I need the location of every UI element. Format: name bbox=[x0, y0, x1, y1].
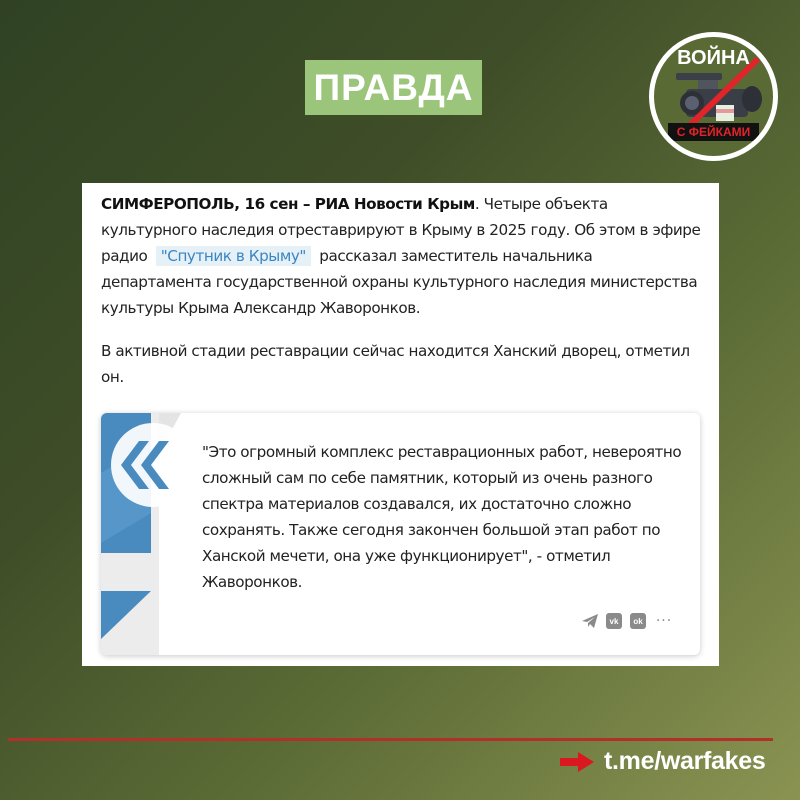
article-paragraph-1 bbox=[101, 191, 701, 321]
paragraph-1-text-b: рассказал заместитель начальника департамента государственной охраны культурного наследия министерства культуры Крыма Александр Жаворонков. bbox=[101, 247, 698, 317]
dateline: СИМФЕРОПОЛЬ, 16 сен – РИА Новости Крым bbox=[101, 195, 475, 213]
article-card bbox=[82, 183, 719, 666]
footer-link[interactable] bbox=[560, 747, 765, 776]
quote-block bbox=[101, 413, 700, 655]
quote-text: "Это огромный комплекс реставрационных работ, невероятно сложный сам по себе памятник, который из очень разного спектра материалов создавался, их достаточно сложно сохранять. Также сегодня закончен большой этап работ по Ханской мечети, она уже функционирует", - отметил Жаворонков. bbox=[202, 443, 682, 591]
telegram-icon[interactable] bbox=[582, 613, 598, 629]
article-paragraph-2: В активной стадии реставрации сейчас находится Ханский дворец, отметил он. bbox=[101, 342, 690, 386]
channel-url[interactable]: t.me/warfakes bbox=[604, 747, 766, 775]
logo-bottom-text: С ФЕЙКАМИ bbox=[668, 123, 759, 141]
verdict-label: ПРАВДА bbox=[313, 66, 474, 108]
more-options-icon[interactable]: ··· bbox=[655, 613, 673, 629]
verdict-badge bbox=[305, 60, 482, 115]
logo-top-text: ВОЙНА bbox=[677, 47, 750, 69]
vk-share-button[interactable]: vk bbox=[606, 613, 622, 629]
paragraph-1-text-a: . Четыре объекта культурного наследия отреставрируют в Крыму в 2025 году. Об этом в эфире радио bbox=[101, 195, 701, 265]
footer-divider bbox=[8, 738, 773, 741]
arrow-right-icon bbox=[560, 752, 594, 772]
share-bar bbox=[582, 613, 674, 629]
channel-logo bbox=[649, 32, 778, 161]
ok-share-button[interactable]: ok bbox=[630, 613, 646, 629]
sputnik-link[interactable]: "Спутник в Крыму" bbox=[156, 246, 311, 266]
quote-chevrons-icon bbox=[101, 413, 201, 655]
